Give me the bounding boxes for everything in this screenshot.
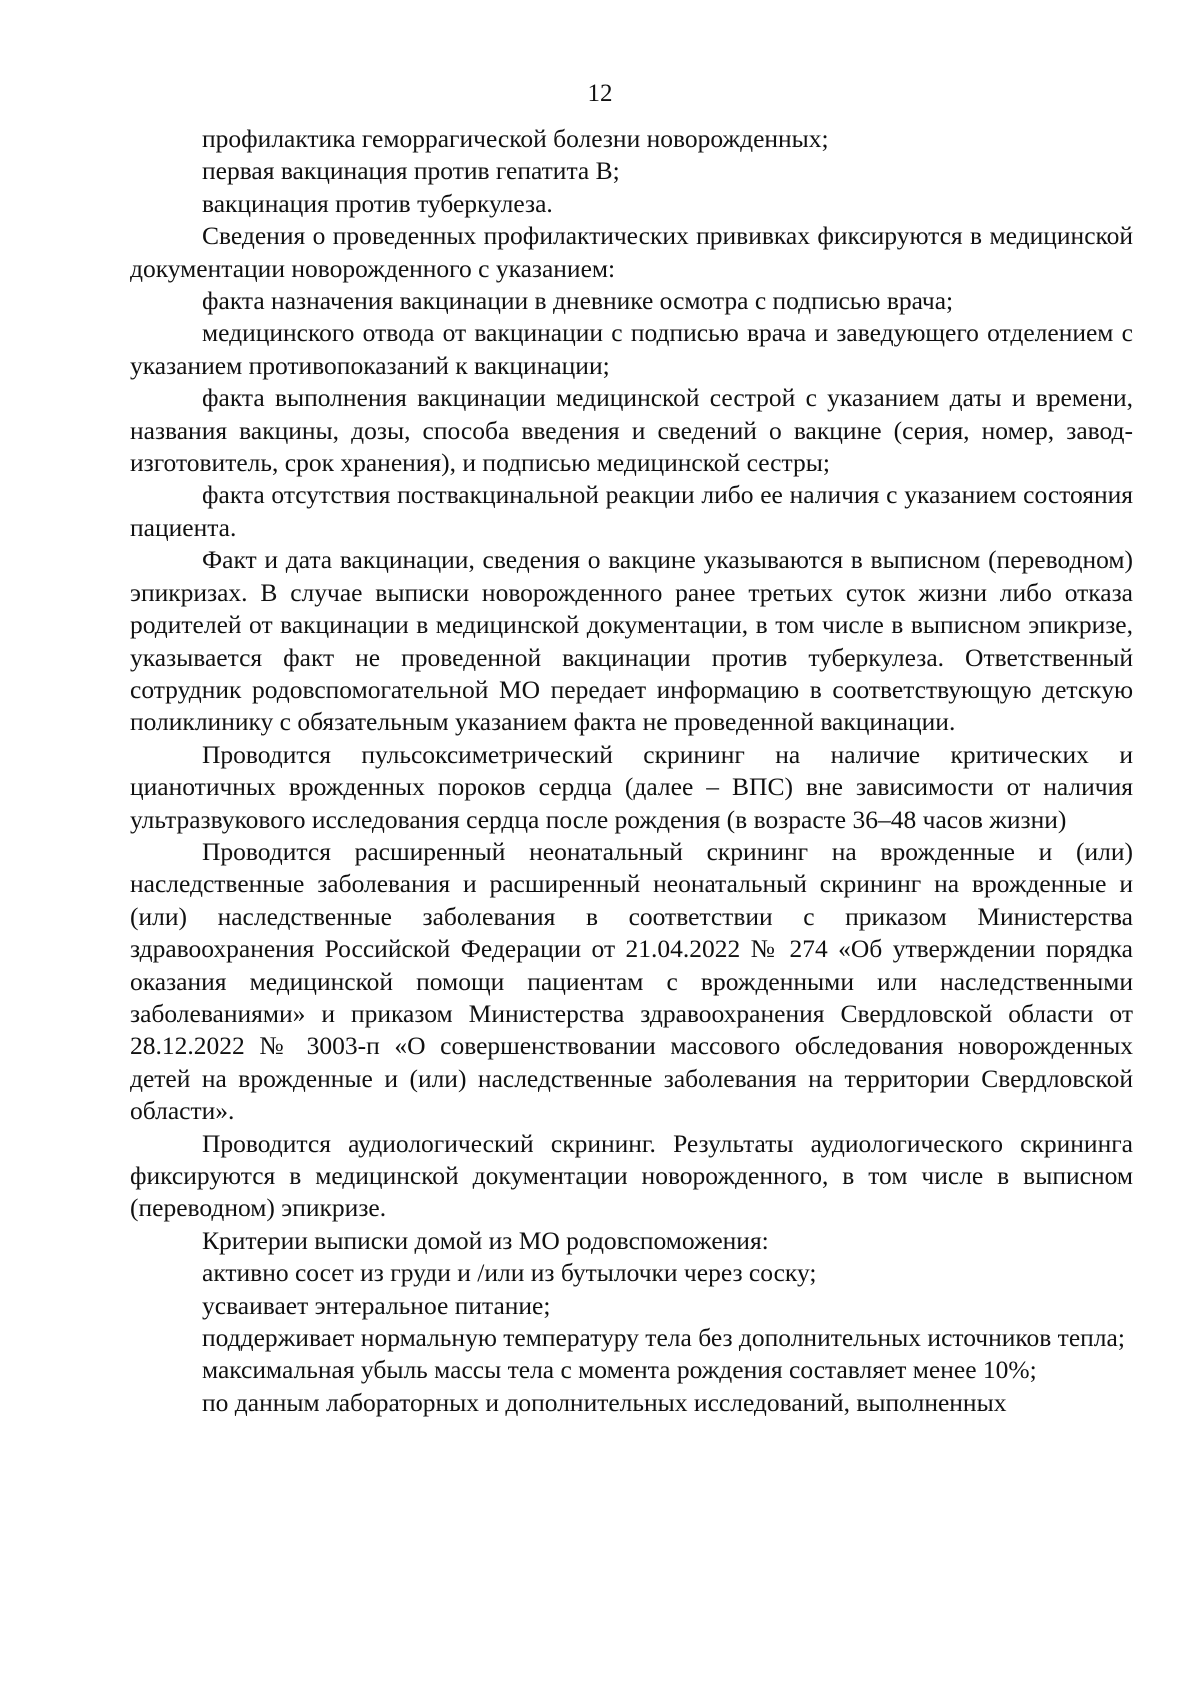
paragraph-pulse-oximetry-screening: Проводится пульсоксиметрический скрининг на наличие критических и цианотичных врожденных пороков сердца (далее – ВПС) вне зависимости от наличия ультразвукового исследования сердца после рождения (в возрасте 36–48 часов жизни) [130, 739, 1133, 834]
paragraph-discharge-epicrisis: Факт и дата вакцинации, сведения о вакцине указываются в выписном (переводном) эпикризах. В случае выписки новорожденного ранее третьих суток жизни либо отказа родителей от вакцинации в медицинской документации, в том числе в выписном эпикризе, указывается факт не проведенной вакцинации против туберкулеза. Ответственный сотрудник родовспомогательной МО передает информацию в соответствующую детскую поликлинику с обязательным указанием факта не проведенной вакцинации. [130, 545, 1133, 737]
paragraph-discharge-criteria: Критерии выписки домой из МО родовспоможения: [202, 1225, 769, 1255]
list-item-vaccination-performed: факта выполнения вакцинации медицинской сестрой с указанием даты и времени, названия вакцины, дозы, способа введения и сведений о вакцине (серия, номер, завод-изготовитель, срок хранения), и подписью медицинской сестры; [130, 383, 1133, 478]
list-item-body-temperature: поддерживает нормальную температуру тела без дополнительных источников тепла; [202, 1323, 1125, 1353]
paragraph-neonatal-screening: Проводится расширенный неонатальный скрининг на врожденные и (или) наследственные заболевания и расширенный неонатальный скрининг на врожденные и (или) наследственные заболевания в соответствии с приказом Министерства здравоохранения Российской Федерации от 21.04.2022 № 274 «Об утверждении порядка оказания медицинской помощи пациентам с врожденными или наследственными заболеваниями» и приказом Министерства здравоохранения Свердловской области от 28.12.2022 № 3003-п «О совершенствовании массового обследования новорожденных детей на врожденные и (или) наследственные заболевания на территории Свердловской области». [130, 836, 1133, 1126]
paragraph-audiological-screening: Проводится аудиологический скрининг. Результаты аудиологического скрининга фиксируются в медицинской документации новорожденного, в том числе в выписном (переводном) эпикризе. [130, 1128, 1133, 1223]
list-item-post-vaccination-reaction: факта отсутствия поствакцинальной реакции либо ее наличия с указанием состояния пациента. [130, 480, 1133, 542]
list-item-tuberculosis-vaccination: вакцинация против туберкулеза. [202, 188, 553, 218]
page-number: 12 [587, 80, 613, 107]
list-item-vaccination-assignment: факта назначения вакцинации в дневнике осмотра с подписью врача; [202, 286, 954, 316]
list-item-hemorrhagic-prevention: профилактика геморрагической болезни новорожденных; [202, 124, 829, 153]
list-item-feeding: активно сосет из груди и /или из бутылочки через соску; [202, 1258, 817, 1288]
list-item-hepatitis-b-vaccination: первая вакцинация против гепатита В; [202, 156, 620, 186]
document-body [130, 123, 1133, 1419]
list-item-medical-exemption: медицинского отвода от вакцинации с подписью врача и заведующего отделением с указанием противопоказаний к вакцинации; [130, 318, 1133, 380]
paragraph-vaccination-records: Сведения о проведенных профилактических прививках фиксируются в медицинской документации новорожденного с указанием: [130, 221, 1133, 283]
list-item-weight-loss: максимальная убыль массы тела с момента рождения составляет менее 10%; [202, 1355, 1037, 1385]
list-item-lab-results: по данным лабораторных и дополнительных исследований, выполненных [202, 1387, 1007, 1417]
list-item-enteral-nutrition: усваивает энтеральное питание; [202, 1290, 551, 1320]
